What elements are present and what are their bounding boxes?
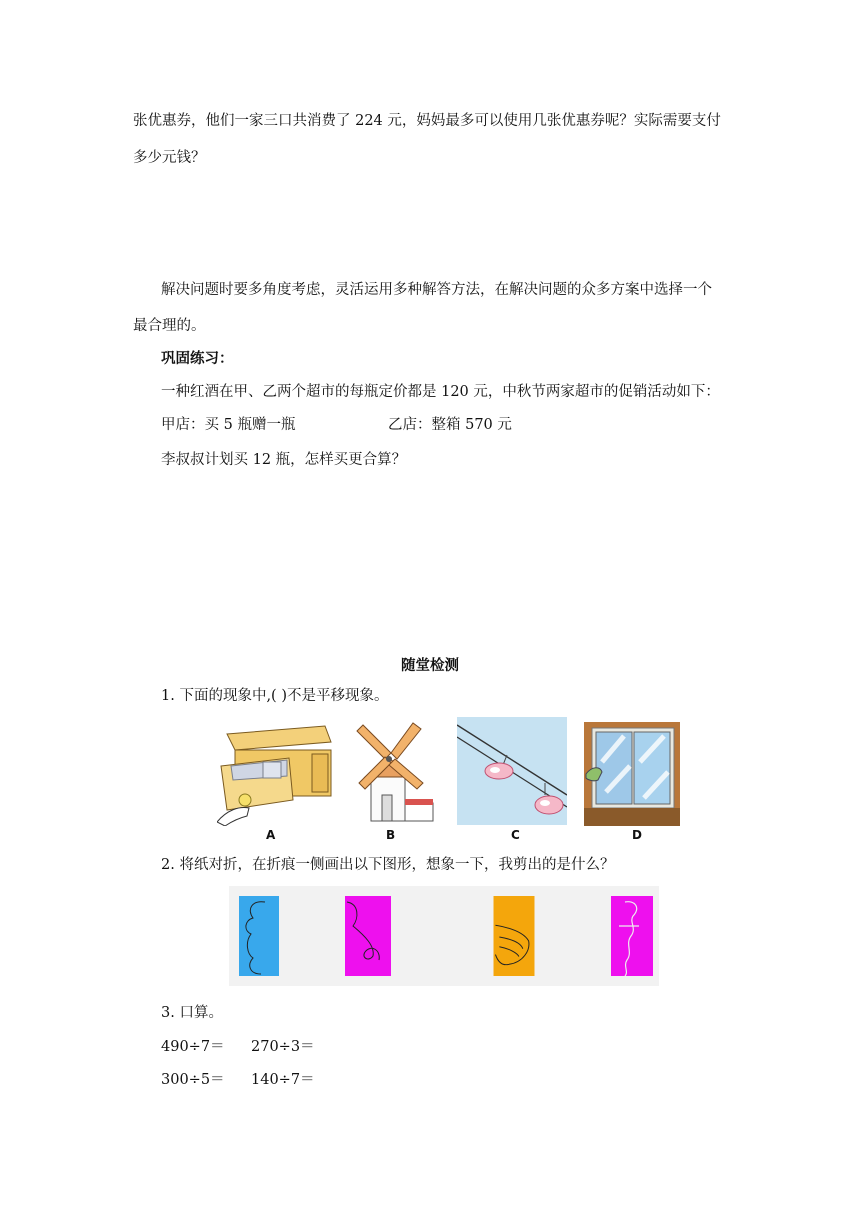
windmill-picture (351, 719, 435, 823)
orange-paper-fill (494, 896, 535, 976)
quiz-q3: 3. 口算。 (161, 1005, 223, 1021)
quiz-q1: 1. 下面的现象中,( )不是平移现象。 (161, 688, 389, 704)
mental-math-3: 300÷5＝ (161, 1072, 225, 1088)
window-picture (584, 722, 680, 826)
practice-line-3: 李叔叔计划买 12 瓶，怎样买更合算？ (161, 452, 407, 468)
orange-paper-card (493, 896, 535, 976)
tip-line-2: 最合理的。 (133, 318, 206, 334)
problem-line-2: 多少元钱？ (133, 150, 206, 166)
practice-line-1: 一种红酒在甲、乙两个超市的每瓶定价都是 120 元，中秋节两家超市的促销活动如下： (161, 384, 720, 400)
magenta-paper-fill-2 (611, 896, 653, 976)
blue-paper-card (239, 896, 279, 976)
quiz-title: 随堂检测 (401, 657, 459, 674)
practice-shop-b: 乙店：整箱 570 元 (388, 417, 512, 433)
option-d-label: D (632, 828, 642, 842)
practice-shop-a: 甲店：买 5 瓶赠一瓶 (161, 417, 296, 433)
drawer-picture (217, 722, 333, 826)
magenta-paper-card-1 (345, 896, 391, 976)
option-c-label: C (511, 828, 520, 842)
option-a-label: A (266, 828, 276, 842)
paper-cutting-panel (229, 886, 659, 986)
magenta-paper-fill-1 (345, 896, 391, 976)
cable-car-picture (457, 717, 567, 825)
tip-line-1: 解决问题时要多角度考虑，灵活运用多种解答方法，在解决问题的众多方案中选择一个 (161, 282, 712, 298)
blue-paper-fill (239, 896, 279, 976)
quiz-q2: 2. 将纸对折，在折痕一侧画出以下图形，想象一下，我剪出的是什么？ (161, 857, 615, 873)
problem-line-1: 张优惠券，他们一家三口共消费了 224 元，妈妈最多可以使用几张优惠券呢？实际需要支付 (133, 113, 721, 129)
mental-math-1: 490÷7＝ (161, 1039, 225, 1055)
option-b-label: B (386, 828, 396, 842)
mental-math-2: 270÷3＝ (251, 1039, 315, 1055)
magenta-paper-card-2 (611, 896, 653, 976)
practice-heading: 巩固练习： (161, 350, 234, 367)
mental-math-4: 140÷7＝ (251, 1072, 315, 1088)
